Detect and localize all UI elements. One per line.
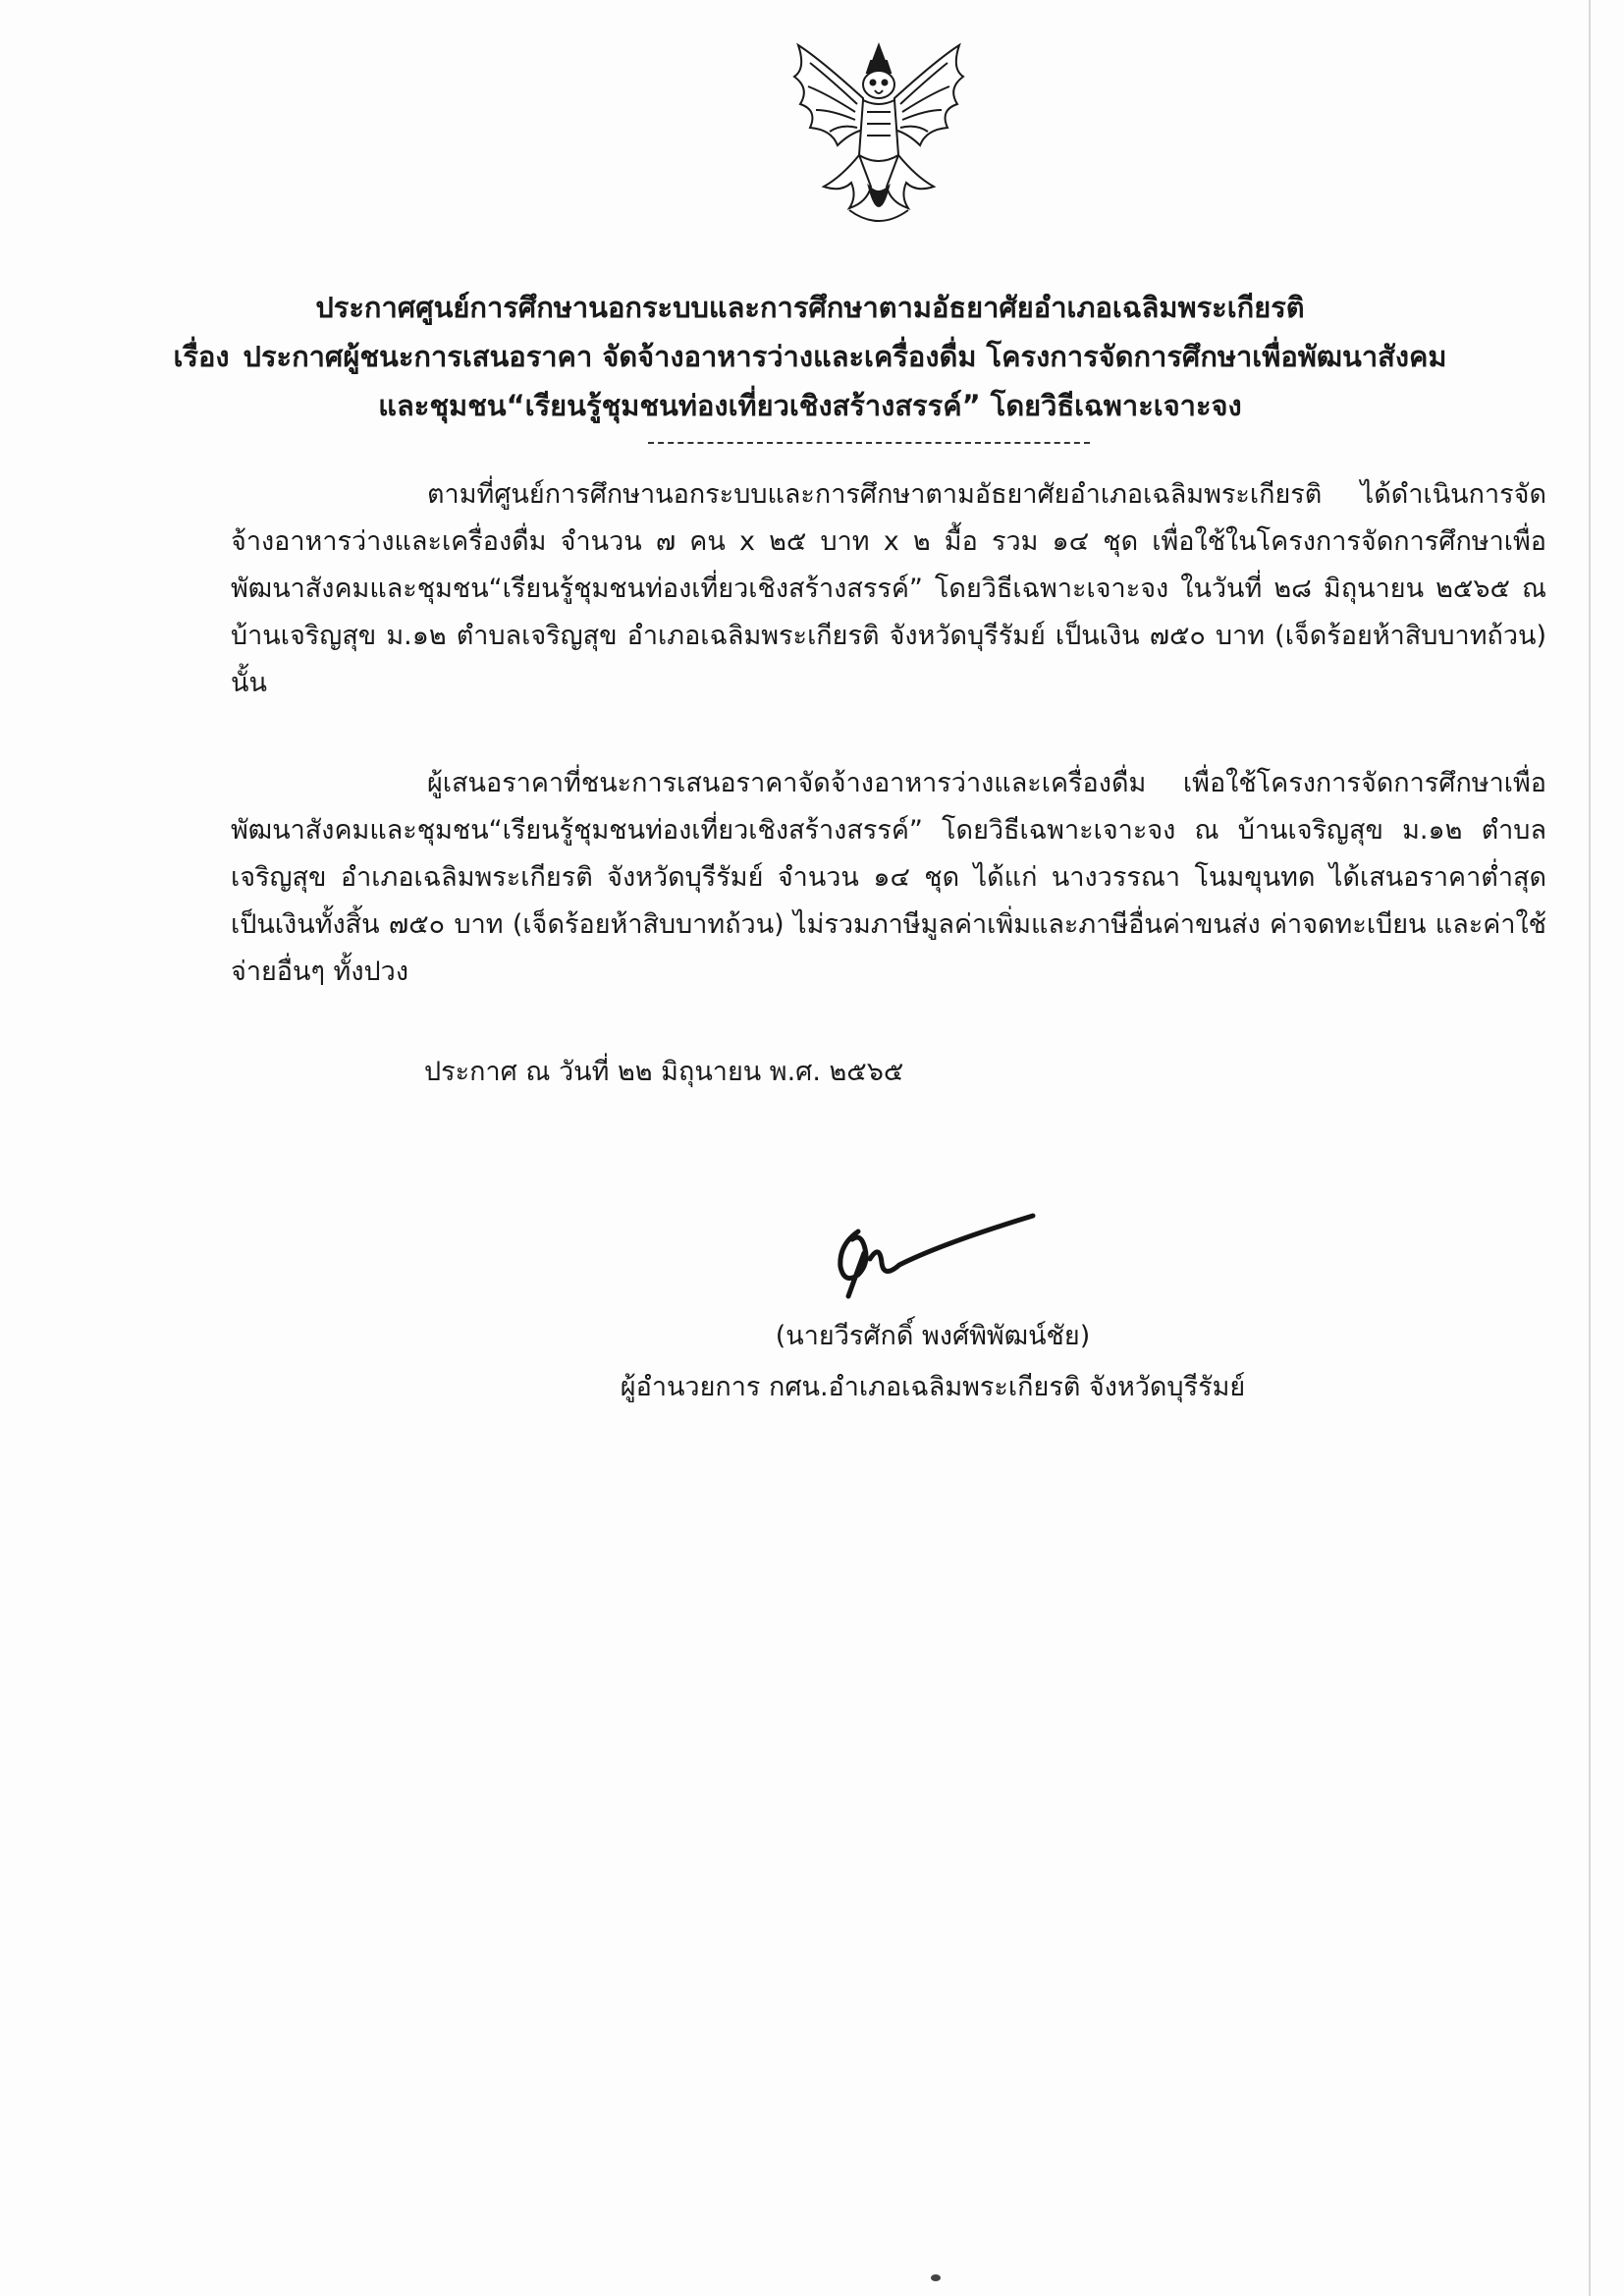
signer-title: ผู้อำนวยการ กศน.อำเภอเฉลิมพระเกียรติ จังหวัดบุรีรัมย์ [620,1372,1246,1402]
header-subject [147,332,1473,381]
signer-name: (นายวีรศักดิ์ พงศ์พิพัฒน์ชัย) [775,1321,1091,1351]
handwritten-signature [825,1194,1051,1302]
body-paragraph-1: ตามที่ศูนย์การศึกษานอกระบบและการศึกษาตามอัธยาศัยอำเภอเฉลิมพระเกียรติ ได้ดำเนินการจัดจ้างอาหารว่างและเครื่องดื่ม จำนวน ๗ คน x ๒๕ บาท x ๒ มื้อ รวม ๑๔ ชุด เพื่อใช้ในโครงการจัดการศึกษาเพื่อพัฒนาสังคมและชุมชน“เรียนรู้ชุมชนท่องเที่ยวเชิงสร้างสรรค์” โดยวิธีเฉพาะเจาะจง ในวันที่ ๒๘ มิถุนายน ๒๕๖๕ ณ บ้านเจริญสุข ม.๑๒ ตำบลเจริญสุข อำเภอเฉลิมพระเกียรติ จังหวัดบุรีรัมย์ เป็นเงิน ๗๕๐ บาท (เจ็ดร้อยห้าสิบบาทถ้วน) นั้น [231,479,1546,698]
announcement-date: ประกาศ ณ วันที่ ๒๒ มิถุนายน พ.ศ. ๒๕๖๕ [424,1057,904,1087]
subject-text: ประกาศผู้ชนะการเสนอราคา จัดจ้างอาหารว่างและเครื่องดื่ม โครงการจัดการศึกษาเพื่อพัฒนาสังคม [243,340,1447,373]
document-header [147,283,1473,430]
body-paragraph-2: ผู้เสนอราคาที่ชนะการเสนอราคาจัดจ้างอาหารว่างและเครื่องดื่ม เพื่อใช้โครงการจัดการศึกษาเพื่อพัฒนาสังคมและชุมชน“เรียนรู้ชุมชนท่องเที่ยวเชิงสร้างสรรค์” โดยวิธีเฉพาะเจาะจง ณ บ้านเจริญสุข ม.๑๒ ตำบลเจริญสุข อำเภอเฉลิมพระเกียรติ จังหวัดบุรีรัมย์ จำนวน ๑๔ ชุด ได้แก่ นางวรรณา โนมขุนทด ได้เสนอราคาต่ำสุด เป็นเงินทั้งสิ้น ๗๕๐ บาท (เจ็ดร้อยห้าสิบบาทถ้วน) ไม่รวมภาษีมูลค่าเพิ่มและภาษีอื่นค่าขนส่ง ค่าจดทะเบียน และค่าใช้จ่ายอื่นๆ ทั้งปวง [231,768,1546,987]
header-title: ประกาศศูนย์การศึกษานอกระบบและการศึกษาตามอัธยาศัยอำเภอเฉลิมพระเกียรติ [315,291,1305,324]
subject-label: เรื่อง [173,340,230,373]
scan-speck [931,2274,941,2281]
scan-edge-line [1589,0,1591,2296]
header-subject-continued: และชุมชน“เรียนรู้ชุมชนท่องเที่ยวเชิงสร้างสรรค์” โดยวิธีเฉพาะเจาะจง [378,389,1242,422]
header-separator [648,442,1090,444]
garuda-emblem-icon [781,39,977,236]
